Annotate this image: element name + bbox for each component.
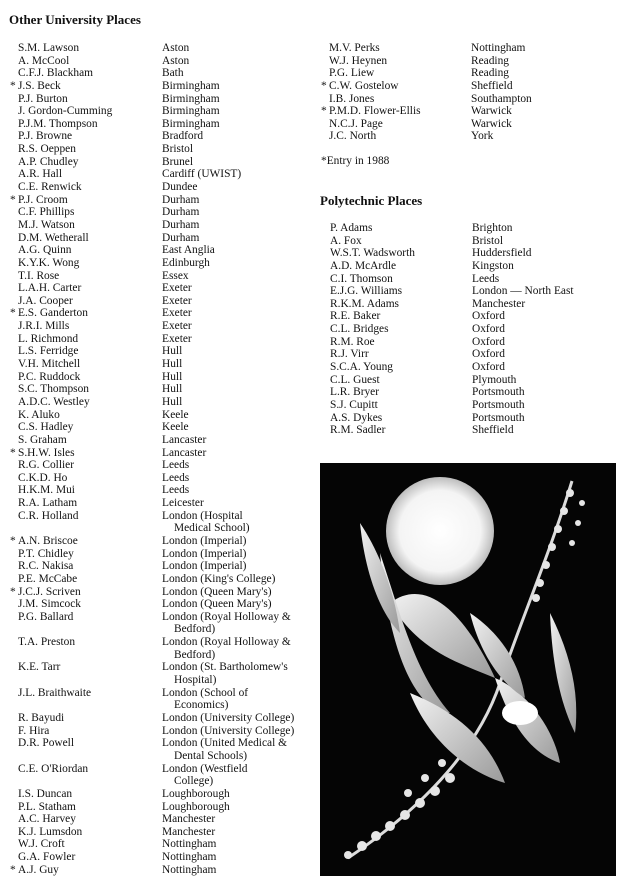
university-place: Exeter xyxy=(162,320,192,333)
university-row xyxy=(18,788,318,801)
student-name: A.D. McArdle xyxy=(330,259,397,272)
student-name: P.M.D. Flower-Ellis xyxy=(329,105,421,118)
student-name: R.E. Baker xyxy=(330,310,381,323)
polytechnic-place: Oxford xyxy=(472,323,505,336)
university-place: London (United Medical & xyxy=(162,737,287,750)
university-place: Hull xyxy=(162,370,183,383)
university-place: Hull xyxy=(162,383,183,396)
university-row xyxy=(329,67,619,80)
entry-1988-marker: * xyxy=(10,863,16,876)
university-place: Bath xyxy=(162,67,184,80)
university-place: Warwick xyxy=(471,105,512,118)
polytechnic-row xyxy=(330,323,620,336)
university-place: Leeds xyxy=(162,471,190,484)
student-name: J. Gordon-Cumming xyxy=(18,105,113,118)
polytechnic-place: Brighton xyxy=(472,222,513,234)
university-row xyxy=(10,535,318,548)
university-place: Nottingham xyxy=(162,838,217,851)
polytechnic-place: Oxford xyxy=(472,348,505,361)
university-place: Bedford) xyxy=(174,648,216,661)
student-name: P.J. Burton xyxy=(18,92,68,105)
university-place: Birmingham xyxy=(162,117,220,130)
university-place: Medical School) xyxy=(174,522,250,535)
student-name: C.E. Renwick xyxy=(18,181,82,194)
university-place: London (Royal Holloway & xyxy=(162,636,291,649)
university-row xyxy=(18,105,318,118)
student-name: A.D.C. Westley xyxy=(18,395,90,408)
student-name: N.C.J. Page xyxy=(329,117,383,130)
university-row xyxy=(18,282,318,295)
polytechnic-row xyxy=(330,374,620,387)
student-name: P.C. Ruddock xyxy=(18,370,81,383)
polytechnic-place: Portsmouth xyxy=(472,411,525,424)
university-place: Cardiff (UWIST) xyxy=(162,168,242,181)
student-name: A.P. Chudley xyxy=(18,155,79,168)
entry-1988-marker: * xyxy=(10,193,16,206)
student-name: A. McCool xyxy=(18,54,70,67)
student-name: C.K.D. Ho xyxy=(18,471,68,484)
university-row xyxy=(18,42,318,55)
university-row xyxy=(329,93,619,106)
university-row xyxy=(10,585,318,599)
university-place: Durham xyxy=(162,193,200,206)
student-name: A.J. Guy xyxy=(18,863,59,876)
polytechnic-row xyxy=(330,399,620,412)
student-name: C.R. Holland xyxy=(18,509,79,522)
entry-1988-marker: * xyxy=(10,307,16,320)
university-place: London (Hospital xyxy=(162,509,243,522)
university-row xyxy=(18,333,318,346)
university-row xyxy=(18,143,318,156)
student-name: R.J. Virr xyxy=(330,348,369,361)
university-row xyxy=(18,801,318,814)
polytechnic-row xyxy=(330,310,620,323)
student-name: R.M. Roe xyxy=(330,335,375,348)
entry-1988-marker: * xyxy=(321,105,327,118)
university-place: Warwick xyxy=(471,117,512,130)
university-place: London (St. Bartholomew's xyxy=(162,661,288,674)
university-row xyxy=(18,636,318,661)
university-row xyxy=(18,548,318,561)
university-row xyxy=(18,257,318,270)
student-name: L.S. Ferridge xyxy=(18,345,79,358)
student-name: R.K.M. Adams xyxy=(330,297,399,310)
university-place: London (School of xyxy=(162,686,249,699)
polytechnic-place: Manchester xyxy=(472,297,526,310)
student-name: S.C.A. Young xyxy=(330,361,393,374)
university-row xyxy=(18,383,318,396)
plant-photogram xyxy=(320,463,616,876)
polytechnic-place: Huddersfield xyxy=(472,247,532,260)
university-place: London (Imperial) xyxy=(162,547,247,560)
university-place: Lancaster xyxy=(162,433,207,446)
university-place: Lancaster xyxy=(162,446,207,459)
university-row xyxy=(18,219,318,232)
student-name: P.T. Chidley xyxy=(18,547,74,560)
university-place: Nottingham xyxy=(471,42,526,54)
student-name: A.R. Hall xyxy=(18,168,62,181)
university-row xyxy=(18,371,318,384)
university-place: Hull xyxy=(162,358,183,371)
university-row xyxy=(329,55,619,68)
university-place: Aston xyxy=(162,42,190,54)
university-place: Reading xyxy=(471,54,509,67)
student-name: A. Fox xyxy=(330,234,362,247)
university-place: London (Queen Mary's) xyxy=(162,598,272,611)
polytechnic-place: Oxford xyxy=(472,361,505,374)
university-place: Nottingham xyxy=(162,851,217,864)
university-place: Sheffield xyxy=(471,79,513,92)
student-name: A.C. Harvey xyxy=(18,813,76,826)
polytechnic-row xyxy=(330,424,620,437)
student-name: W.J. Heynen xyxy=(329,54,388,67)
university-row xyxy=(18,763,318,788)
entry-1988-footnote: *Entry in 1988 xyxy=(321,155,390,167)
polytechnic-row xyxy=(330,412,620,425)
university-row xyxy=(10,79,318,93)
student-name: L. Richmond xyxy=(18,332,79,345)
university-row xyxy=(18,270,318,283)
entry-1988-marker: * xyxy=(10,535,16,547)
polytechnic-place: Leeds xyxy=(472,272,500,285)
university-row xyxy=(10,863,318,877)
university-row xyxy=(18,206,318,219)
student-name: T.I. Rose xyxy=(18,269,60,282)
polytechnic-place: London — North East xyxy=(472,285,574,298)
polytechnic-place: Plymouth xyxy=(472,373,517,386)
student-name: W.J. Croft xyxy=(18,838,65,851)
university-row xyxy=(18,434,318,447)
university-place: Durham xyxy=(162,206,200,219)
student-name: R.C. Nakisa xyxy=(18,560,74,573)
university-row xyxy=(18,573,318,586)
university-place: Dental Schools) xyxy=(174,749,248,762)
student-name: K.E. Tarr xyxy=(18,661,61,674)
university-place: Dundee xyxy=(162,181,198,194)
polytechnic-list xyxy=(330,222,620,437)
university-row xyxy=(10,307,318,320)
university-row xyxy=(18,93,318,106)
student-name: P.J. Croom xyxy=(18,193,68,206)
university-place: York xyxy=(471,130,494,143)
university-place: Manchester xyxy=(162,813,216,826)
university-place: Southampton xyxy=(471,92,532,105)
university-place: Exeter xyxy=(162,307,192,320)
university-row xyxy=(18,295,318,308)
university-row xyxy=(18,472,318,485)
student-name: V.H. Mitchell xyxy=(18,358,81,371)
university-row xyxy=(10,446,318,460)
university-row xyxy=(18,118,318,131)
student-name: C.W. Gostelow xyxy=(329,79,399,92)
university-place: Edinburgh xyxy=(162,256,210,269)
university-row xyxy=(18,320,318,333)
polytechnic-heading: Polytechnic Places xyxy=(320,193,423,208)
university-row xyxy=(329,42,619,55)
student-name: P.G. Liew xyxy=(329,67,375,80)
university-row xyxy=(321,105,619,118)
student-name: J.C. North xyxy=(329,130,377,143)
university-place: Exeter xyxy=(162,294,192,307)
university-row xyxy=(18,345,318,358)
university-place: London (Imperial) xyxy=(162,560,247,573)
student-name: J.R.I. Mills xyxy=(18,320,70,333)
student-name: E.J.G. Williams xyxy=(330,285,403,298)
polytechnic-place: Portsmouth xyxy=(472,386,525,399)
university-place: Nottingham xyxy=(162,863,217,876)
student-name: L.A.H. Carter xyxy=(18,282,82,295)
student-name: R.G. Collier xyxy=(18,459,75,472)
university-place: Leeds xyxy=(162,459,190,472)
university-row xyxy=(18,598,318,611)
university-row xyxy=(10,193,318,207)
university-place: Hospital) xyxy=(174,674,217,687)
university-place: London (University College) xyxy=(162,724,295,737)
university-row xyxy=(329,130,619,143)
university-place: Birmingham xyxy=(162,92,220,105)
student-name: R. Bayudi xyxy=(18,712,65,725)
polytechnic-place: Oxford xyxy=(472,310,505,323)
polytechnic-row xyxy=(330,298,620,311)
university-place: Hull xyxy=(162,395,183,408)
student-name: C.E. O'Riordan xyxy=(18,762,89,775)
university-place: Exeter xyxy=(162,282,192,295)
university-row xyxy=(18,813,318,826)
university-place: Leicester xyxy=(162,497,204,510)
student-name: J.L. Braithwaite xyxy=(18,686,92,699)
sun-shape xyxy=(386,477,494,585)
student-name: J.S. Beck xyxy=(18,79,61,92)
student-name: P.J.M. Thompson xyxy=(18,117,98,130)
entry-1988-marker: * xyxy=(10,446,16,459)
university-row xyxy=(18,55,318,68)
university-row xyxy=(321,79,619,93)
university-row xyxy=(18,687,318,712)
polytechnic-row xyxy=(330,273,620,286)
student-name: M.V. Perks xyxy=(329,42,380,54)
university-row xyxy=(18,497,318,510)
student-name: R.A. Latham xyxy=(18,497,78,510)
student-name: A.G. Quinn xyxy=(18,244,72,257)
university-row xyxy=(18,130,318,143)
university-row xyxy=(18,421,318,434)
university-place: Bradford xyxy=(162,130,204,143)
student-name: C.L. Bridges xyxy=(330,323,389,336)
university-row xyxy=(18,358,318,371)
polytechnic-place: Portsmouth xyxy=(472,398,525,411)
university-list-right xyxy=(321,42,619,143)
student-name: K. Aluko xyxy=(18,408,60,421)
polytechnic-place: Oxford xyxy=(472,335,505,348)
university-row xyxy=(18,826,318,839)
student-name: R.S. Oeppen xyxy=(18,143,76,156)
student-name: P.J. Browne xyxy=(18,130,73,143)
university-row xyxy=(18,459,318,472)
university-row xyxy=(18,560,318,573)
university-list-left xyxy=(10,42,318,876)
university-place: Keele xyxy=(162,408,189,421)
polytechnic-row xyxy=(330,361,620,374)
university-place: Economics) xyxy=(174,699,229,712)
student-name: P.E. McCabe xyxy=(18,572,78,585)
student-name: L.R. Bryer xyxy=(330,386,380,399)
university-row xyxy=(18,838,318,851)
university-row xyxy=(18,168,318,181)
student-name: P. Adams xyxy=(330,222,373,234)
student-name: S.M. Lawson xyxy=(18,42,80,54)
university-place: Loughborough xyxy=(162,787,230,800)
student-name: W.S.T. Wadsworth xyxy=(330,247,415,260)
student-name: C.F. Phillips xyxy=(18,206,75,219)
university-place: College) xyxy=(174,775,214,788)
university-place: Reading xyxy=(471,67,509,80)
student-name: H.K.M. Mui xyxy=(18,484,75,497)
university-row xyxy=(18,725,318,738)
student-name: P.L. Statham xyxy=(18,800,76,813)
university-row xyxy=(18,661,318,686)
student-name: K.Y.K. Wong xyxy=(18,256,80,269)
university-place: London (Westfield xyxy=(162,762,248,775)
student-name: S. Graham xyxy=(18,433,67,446)
university-row xyxy=(18,737,318,762)
polytechnic-row xyxy=(330,260,620,273)
university-row xyxy=(329,118,619,131)
student-name: A.N. Briscoe xyxy=(18,535,78,547)
university-place: Keele xyxy=(162,421,189,434)
university-place: London (University College) xyxy=(162,712,295,725)
polytechnic-row xyxy=(330,235,620,248)
student-name: I.B. Jones xyxy=(329,92,375,105)
student-name: P.G. Ballard xyxy=(18,610,74,623)
polytechnic-row xyxy=(330,386,620,399)
polytechnic-row xyxy=(330,348,620,361)
university-place: East Anglia xyxy=(162,244,215,257)
university-place: Brunel xyxy=(162,155,194,168)
university-row xyxy=(18,409,318,422)
polytechnic-place: Sheffield xyxy=(472,424,514,437)
student-name: A.S. Dykes xyxy=(330,411,383,424)
student-name: C.F.J. Blackham xyxy=(18,67,94,80)
student-name: F. Hira xyxy=(18,724,50,737)
student-name: J.A. Cooper xyxy=(18,294,73,307)
entry-1988-marker: * xyxy=(10,585,16,598)
university-place: Birmingham xyxy=(162,105,220,118)
student-name: C.I. Thomson xyxy=(330,272,393,285)
student-name: G.A. Fowler xyxy=(18,851,76,864)
student-name: J.M. Simcock xyxy=(18,598,81,611)
student-name: E.S. Ganderton xyxy=(18,307,88,320)
student-name: C.L. Guest xyxy=(330,373,380,386)
student-name: I.S. Duncan xyxy=(18,787,73,800)
polytechnic-row xyxy=(330,285,620,298)
university-row xyxy=(18,611,318,636)
polytechnic-place: Bristol xyxy=(472,234,504,247)
polytechnic-row xyxy=(330,247,620,260)
university-row xyxy=(18,244,318,257)
university-row xyxy=(18,484,318,497)
student-name: S.C. Thompson xyxy=(18,383,89,396)
university-place: Exeter xyxy=(162,332,192,345)
university-heading: Other University Places xyxy=(9,12,141,27)
student-name: K.J. Lumsdon xyxy=(18,825,83,838)
university-row xyxy=(18,156,318,169)
university-place: Durham xyxy=(162,231,200,244)
student-name: C.S. Hadley xyxy=(18,421,74,434)
university-place: Manchester xyxy=(162,825,216,838)
entry-1988-marker: * xyxy=(321,79,327,92)
student-name: S.J. Cupitt xyxy=(330,398,378,411)
student-name: M.J. Watson xyxy=(18,218,75,231)
student-name: D.R. Powell xyxy=(18,737,75,750)
university-place: London (Queen Mary's) xyxy=(162,585,272,598)
university-place: Birmingham xyxy=(162,79,220,92)
polytechnic-row xyxy=(330,222,620,235)
student-name: T.A. Preston xyxy=(18,636,76,649)
entry-1988-marker: * xyxy=(10,79,16,92)
university-place: Bedford) xyxy=(174,623,216,636)
polytechnic-place: Kingston xyxy=(472,259,514,272)
student-name: R.M. Sadler xyxy=(330,424,386,437)
university-place: London (Royal Holloway & xyxy=(162,610,291,623)
university-row xyxy=(18,67,318,80)
university-row xyxy=(18,510,318,535)
university-place: Hull xyxy=(162,345,183,358)
university-place: Loughborough xyxy=(162,800,230,813)
university-place: Bristol xyxy=(162,143,194,156)
university-place: London (King's College) xyxy=(162,572,276,585)
student-name: J.C.J. Scriven xyxy=(18,585,81,598)
university-row xyxy=(18,232,318,245)
student-name: D.M. Wetherall xyxy=(18,231,89,244)
university-row xyxy=(18,851,318,864)
university-place: Aston xyxy=(162,54,190,67)
university-place: Leeds xyxy=(162,484,190,497)
university-row xyxy=(18,396,318,409)
university-row xyxy=(18,181,318,194)
university-place: London (Imperial) xyxy=(162,535,247,547)
polytechnic-row xyxy=(330,336,620,349)
student-name: S.H.W. Isles xyxy=(18,446,75,459)
university-row xyxy=(18,712,318,725)
university-place: Essex xyxy=(162,269,189,282)
university-place: Durham xyxy=(162,218,200,231)
